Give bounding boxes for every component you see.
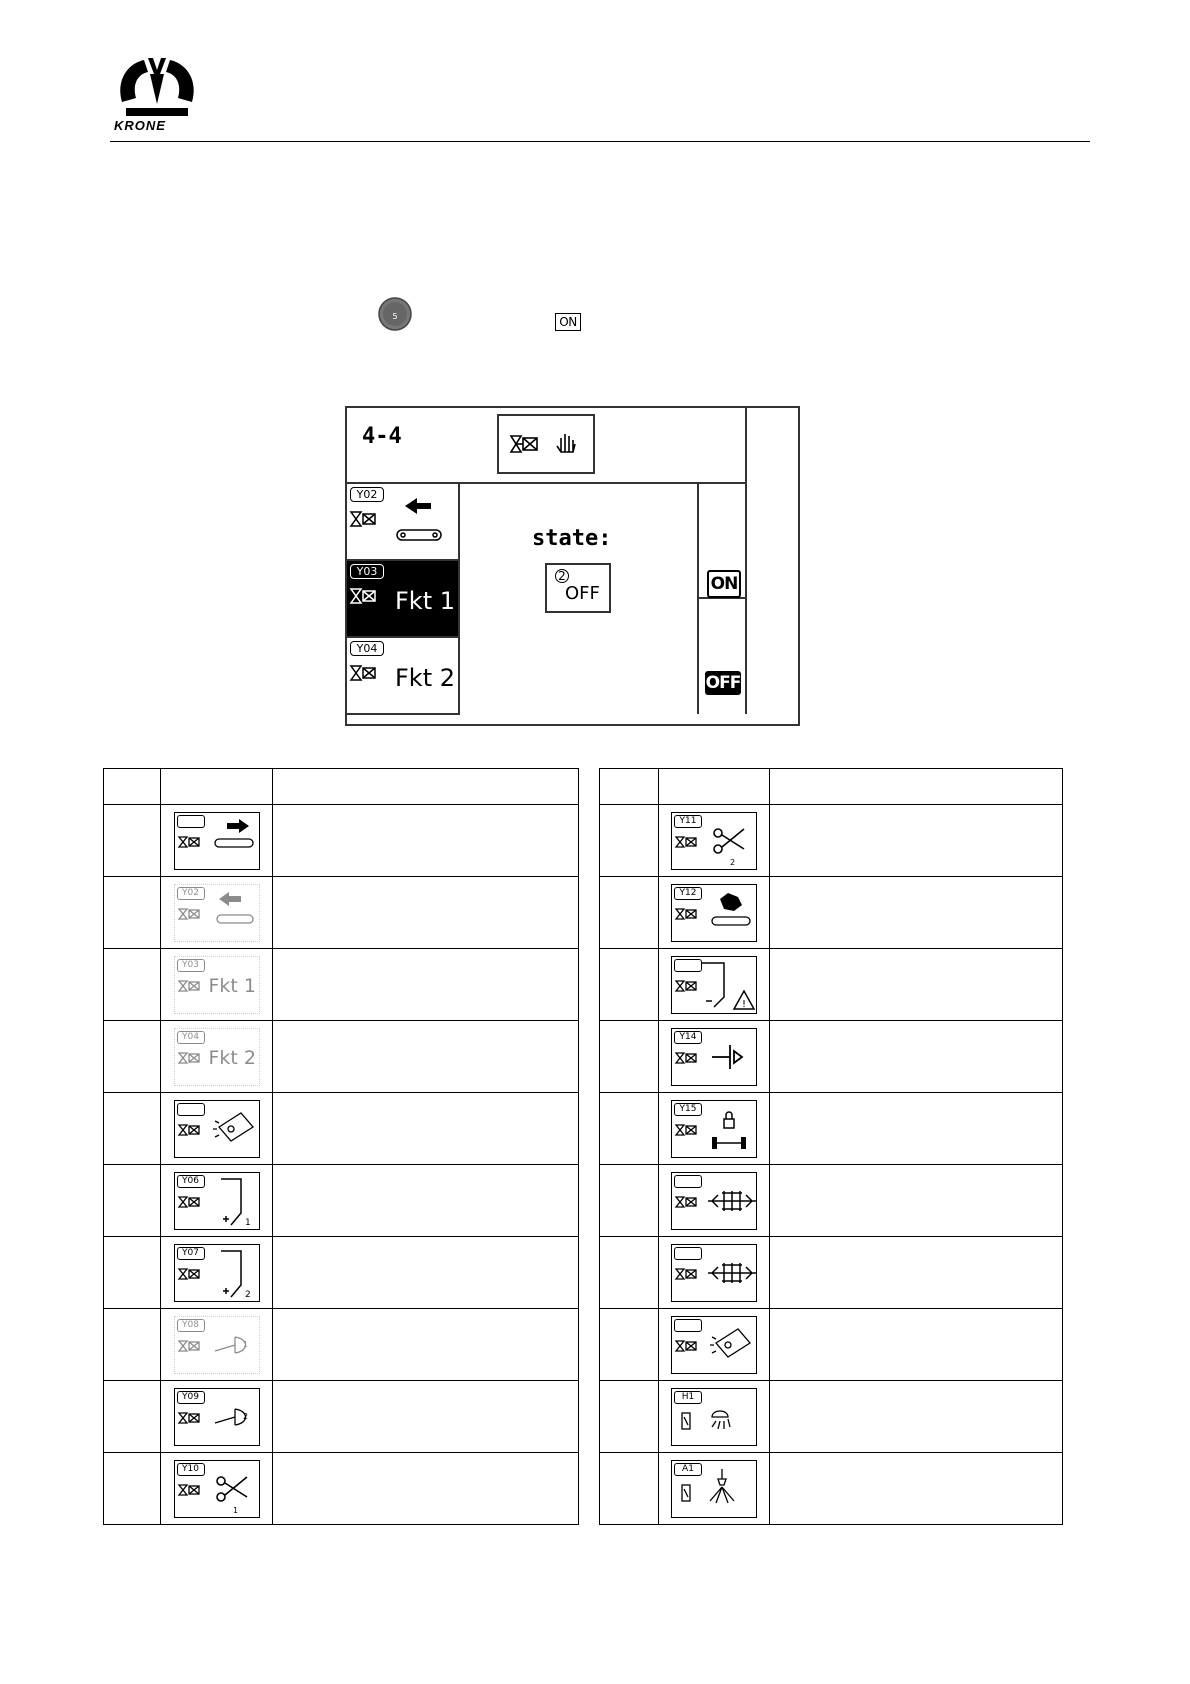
- row-number-cell: [104, 877, 161, 949]
- state-number: 2: [555, 569, 569, 583]
- svg-text:2: 2: [244, 1289, 251, 1300]
- brand-wordmark: KRONE: [114, 118, 166, 133]
- description-cell: [770, 949, 1063, 1021]
- symbol-tag: Y08: [177, 1319, 205, 1332]
- row-number-cell: [600, 805, 659, 877]
- description-cell: [273, 1381, 579, 1453]
- symbol-drawing: [175, 813, 261, 871]
- row-number-cell: [104, 1237, 161, 1309]
- scissors-2-icon: [671, 812, 757, 870]
- symbol-tag: Y07: [177, 1247, 205, 1260]
- symbol-cell: [161, 1309, 273, 1381]
- spread-1-icon: [671, 1172, 757, 1230]
- symbol-drawing: [672, 1317, 758, 1375]
- row-number-cell: [600, 1021, 659, 1093]
- row-number-cell: [600, 1237, 659, 1309]
- symbol-cell: [161, 1453, 273, 1525]
- state-label: state:: [532, 526, 612, 551]
- conveyor-right-icon: [174, 812, 260, 870]
- conveyor-left-icon: [174, 884, 260, 942]
- symbol-cell: [659, 877, 770, 949]
- symbol-cell: [659, 1381, 770, 1453]
- description-cell: [273, 1309, 579, 1381]
- symbol-cell: [161, 1237, 273, 1309]
- symbol-tag: Y06: [177, 1175, 205, 1188]
- page-number: 4-4: [362, 424, 402, 449]
- row-number-cell: [600, 949, 659, 1021]
- symbol-cell: [161, 1165, 273, 1237]
- softkey-column: [697, 484, 745, 714]
- symbol-drawing: [672, 813, 758, 871]
- description-cell: [273, 877, 579, 949]
- description-cell: [770, 1021, 1063, 1093]
- description-cell: [770, 1165, 1063, 1237]
- hatch-warning-icon: [671, 956, 757, 1014]
- description-cell: [770, 877, 1063, 949]
- table-row: [600, 1381, 1063, 1453]
- symbol-cell: [161, 877, 273, 949]
- table-row: [104, 1453, 579, 1525]
- symbol-cell: [659, 1021, 770, 1093]
- row-number-cell: [600, 877, 659, 949]
- item-tag: Y03: [350, 564, 384, 579]
- table-row: [600, 1309, 1063, 1381]
- table-row: [104, 1093, 579, 1165]
- row-number-cell: [104, 1021, 161, 1093]
- symbol-drawing: [672, 1029, 758, 1087]
- screen-main: [347, 408, 747, 714]
- header-divider: [110, 141, 1090, 142]
- symbol-cell: [161, 1381, 273, 1453]
- symbol-cell: [659, 805, 770, 877]
- symbol-tag: Y04: [177, 1031, 205, 1044]
- row-number-cell: [600, 1381, 659, 1453]
- pickup-icon: [671, 884, 757, 942]
- row-number-cell: [104, 1309, 161, 1381]
- description-cell: [770, 1309, 1063, 1381]
- description-cell: [770, 1453, 1063, 1525]
- table-row: [600, 1021, 1063, 1093]
- symbol-drawing: [672, 1173, 758, 1231]
- description-cell: [273, 1093, 579, 1165]
- table-row: [600, 1093, 1063, 1165]
- function-list: [347, 484, 460, 714]
- symbol-tag: Y09: [177, 1391, 205, 1404]
- knife-2-icon: [174, 1388, 260, 1446]
- icon-table-right: [599, 768, 1063, 1525]
- symbol-tag: Y02: [177, 887, 205, 900]
- symbol-drawing: [175, 1245, 261, 1303]
- row-number-cell: [104, 949, 161, 1021]
- row-number-cell: [600, 1309, 659, 1381]
- table-row: [104, 949, 579, 1021]
- symbol-drawing: [672, 885, 758, 943]
- symbol-cell: [161, 1021, 273, 1093]
- symbol-tag: Y11: [674, 815, 702, 828]
- row-number-cell: [104, 1381, 161, 1453]
- table-row: [600, 805, 1063, 877]
- table-row: [600, 877, 1063, 949]
- symbol-drawing: [672, 1101, 758, 1159]
- row-number-cell: [104, 1453, 161, 1525]
- softkey-on[interactable]: [699, 484, 745, 599]
- symbol-cell: [659, 1237, 770, 1309]
- description-cell: [273, 1237, 579, 1309]
- conveyor-left-icon: [347, 484, 457, 558]
- spray-icon: [671, 1460, 757, 1518]
- sensor-icon: [174, 1100, 260, 1158]
- description-cell: [770, 1381, 1063, 1453]
- row-number-cell: [104, 1093, 161, 1165]
- valve-icon: [347, 561, 387, 635]
- symbol-cell: [659, 1093, 770, 1165]
- row-number-cell: [104, 1165, 161, 1237]
- list-item-y04[interactable]: [347, 638, 460, 715]
- hatch-2-icon: [174, 1244, 260, 1302]
- symbol-drawing: [175, 1389, 261, 1447]
- symbol-drawing: [175, 1461, 261, 1519]
- svg-text:1: 1: [244, 1217, 251, 1228]
- valve-lever-icon: [671, 1028, 757, 1086]
- svg-text:2: 2: [242, 1411, 248, 1421]
- svg-text:1: 1: [242, 1339, 248, 1349]
- description-cell: [273, 949, 579, 1021]
- spread-2-icon: [671, 1244, 757, 1302]
- symbol-drawing: [672, 1245, 758, 1303]
- table-row: [600, 1165, 1063, 1237]
- description-cell: [770, 1237, 1063, 1309]
- table-row: [600, 1237, 1063, 1309]
- svg-text:1: 1: [232, 1505, 238, 1515]
- symbol-drawing: [175, 1317, 261, 1375]
- symbol-text: Fkt 1: [208, 974, 257, 997]
- sensor-icon: [671, 1316, 757, 1374]
- symbol-text: Fkt 2: [208, 1046, 257, 1069]
- list-item-y03[interactable]: [347, 561, 460, 638]
- row-number-cell: [104, 805, 161, 877]
- symbol-cell: [659, 1309, 770, 1381]
- table-row: [104, 1309, 579, 1381]
- symbol-cell: [659, 1165, 770, 1237]
- symbol-tag: Y10: [177, 1463, 205, 1476]
- table-row: [104, 1237, 579, 1309]
- symbol-tag: Y12: [674, 887, 702, 900]
- item-tag: Y02: [350, 487, 384, 502]
- description-cell: [770, 1093, 1063, 1165]
- valve-icon: [347, 638, 387, 712]
- knife-1-icon: [174, 1316, 260, 1374]
- row-number-cell: [600, 1453, 659, 1525]
- list-item-y02[interactable]: [347, 484, 460, 561]
- axle-lock-icon: [671, 1100, 757, 1158]
- terminal-screen: [345, 406, 800, 726]
- text-function-icon: [174, 1028, 260, 1086]
- item-label: Fkt 2: [395, 664, 456, 692]
- svg-text:!: !: [742, 998, 747, 1010]
- off-softkey-label: OFF: [705, 673, 741, 693]
- svg-text:2: 2: [730, 857, 736, 867]
- symbol-drawing: [672, 1389, 758, 1447]
- symbol-cell: [659, 949, 770, 1021]
- symbol-cell: [659, 1453, 770, 1525]
- scissors-1-icon: [174, 1460, 260, 1518]
- symbol-cell: [161, 1093, 273, 1165]
- softkey-off[interactable]: [699, 599, 745, 714]
- rotary-knob-icon: [378, 297, 412, 331]
- symbol-drawing: [175, 1173, 261, 1231]
- description-cell: [273, 1453, 579, 1525]
- screen-header: [347, 408, 745, 484]
- description-cell: [273, 1165, 579, 1237]
- row-number-cell: [600, 1093, 659, 1165]
- svg-text:5: 5: [392, 312, 398, 321]
- symbol-tag: Y03: [177, 959, 205, 972]
- symbol-tag: Y15: [674, 1103, 702, 1116]
- description-cell: [770, 805, 1063, 877]
- table-header-row: [104, 769, 579, 805]
- state-value: OFF: [565, 583, 600, 604]
- symbol-tag: Y14: [674, 1031, 702, 1044]
- symbol-tag: A1: [674, 1463, 702, 1476]
- text-function-icon: [174, 956, 260, 1014]
- symbol-cell: [161, 949, 273, 1021]
- hatch-1-icon: [174, 1172, 260, 1230]
- symbol-drawing: [175, 885, 261, 943]
- symbol-drawing: [175, 1101, 261, 1159]
- table-row: [104, 877, 579, 949]
- row-number-cell: [600, 1165, 659, 1237]
- symbol-drawing: [672, 957, 758, 1015]
- description-cell: [273, 805, 579, 877]
- symbol-tag: H1: [674, 1391, 702, 1404]
- item-tag: Y04: [350, 641, 384, 656]
- manual-valve-mode-icon: [497, 414, 595, 474]
- work-light-icon: [671, 1388, 757, 1446]
- table-row: [600, 949, 1063, 1021]
- table-row: [104, 1381, 579, 1453]
- symbol-cell: [161, 805, 273, 877]
- on-softkey-label: ON: [707, 570, 741, 598]
- icon-table-left: [103, 768, 579, 1525]
- table-header-row: [600, 769, 1063, 805]
- table-row: [104, 805, 579, 877]
- table-row: [104, 1021, 579, 1093]
- symbol-drawing: [672, 1461, 758, 1519]
- on-key-icon: ON: [555, 313, 581, 331]
- table-row: [600, 1453, 1063, 1525]
- table-row: [104, 1165, 579, 1237]
- description-cell: [273, 1021, 579, 1093]
- state-value-box: [545, 563, 611, 613]
- item-label: Fkt 1: [395, 587, 456, 615]
